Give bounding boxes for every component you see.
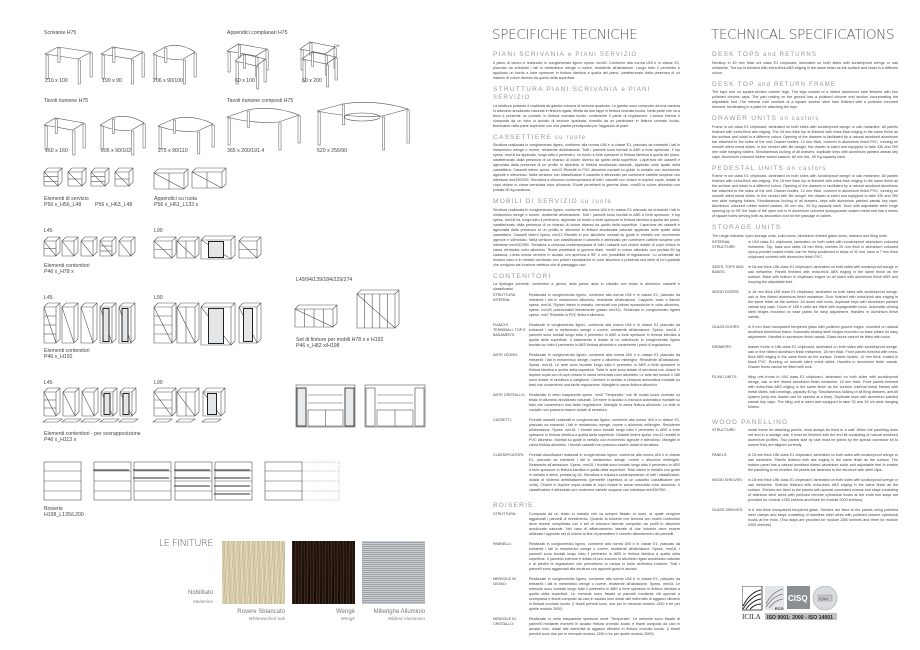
spec-item-text: in 18 mm thick UNI class E1 chipboard, laminated on both sides with scratchproof wenge or oak melamine. Panels finished with extra-thick ABS edging in the same finish as the surface. Base with bottom in chipboard edged on all sides with aluminium finish ABS and housing the adjustable feet.	[748, 264, 898, 284]
section-body: Struttura realizzata in conglomerato ligneo, conforme alla norma UNI e in classe E1 placcato da entrambi i lati in melaminico wengè o rovere, resistente all'abrasione. Tutti i pannelli sono bordati in ABS a forte spessore. Il top spess. mm18 ha, lungo tutto il perimetro, applicato un bordo a forte spessore in finitura identica a quella del piano, caratterizzato dalla presenza di un intarsio di colore diverso da quello della superficie. L'apertura dei cassetti è agevolata dalla presenza di un profilo in alluminio in finitura anodizzata naturale applicato sulle spalle della cassettiera. Cassetti interni spess. mm12 Rivestiti in pvc alluminio montati su guide in metallo con movimento agevole e silenzioso. Nella versione con classificatore il cassetto è attrezzato per contenere cartelle sospese con interasse mm330/390. Serratura a chiusura contemporanea di tutti i cassetti con chiave dotate di copri chiave in zama verniciata color alluminio. Ruote piroettanti in gomma diam. mm60 in colore alluminio con portata 50 kg cadauna. L'anta monta cerniere in acciaio con apertura a 95° e con possibilità di regolazione. Lo schienale del modulo vano è in metallo verniciato con polveri epossidiche in color alluminio e presenta una serie di fori quadrati che svolgono sia funzione estetica che di passaggio cavi.	[493, 207, 680, 267]
spec-item-text: in UNI class E1 chipboard, laminated on both sides with scratchproof aluminium coloured melamine. Top, base and sides 18 mm thick; shelves 25 mm thick in aluminium coloured epoxy-powder coated metal, can be freely positioned in steps of 32 mm; back in 7 mm thick chipboard covered with aluminium finish PVC.	[748, 239, 898, 259]
size-label: 206 x 90/102	[101, 148, 131, 154]
storage-l90	[154, 237, 176, 258]
spec-item-text: Realizzate in vetro trasparente spess. mm5 "Temperato" con fili molati lucidi, montate su telaio in alluminio anodizzato naturale. Cerniere in acciaio a chiusura automatica montate su basi che consentono una facile regolazione. Maniglie in zama finitura alluminio. Le ante in cristallo non possono essere dotate di serratura.	[529, 393, 680, 412]
section-heading	[712, 115, 898, 124]
spec-item	[712, 240, 898, 260]
composite-table-365	[227, 108, 300, 150]
group-title: Appendici complanari H75	[227, 30, 288, 36]
spec-item-text: in 5 mm thick transparent tempered glass with polished ground edges, mounted on natural anodised aluminium frame. Automatic closing steel hinges mounted on base plates for easy adjustment. Handles in aluminium finish zamak. Glass doors cannot be fitted with locks.	[748, 324, 898, 339]
swatch-wenge	[292, 541, 355, 604]
group-title: Tavoli riunione composti H75	[227, 98, 294, 104]
section-heading-main: WOOD PANELLING	[712, 418, 789, 426]
stacking-storage-l45	[63, 388, 79, 416]
spec-item-label: WOOD DOORS:	[712, 289, 740, 294]
spec-item	[493, 577, 680, 612]
finish-type: Nobilitato	[187, 590, 213, 596]
spec-item-label: GLASS DOORS:	[712, 324, 740, 329]
section-body: The tops rest on square-section column legs. The legs consist of a ribbed aluminium tube finished with two polished chrome caps. The part resting on the ground has a polished chrome end section incorporating the adjustable foot. The internal core consists of a square section steel tube finished with a polished chromed element, terminating in a plate for attaching the tops.	[712, 90, 898, 109]
spec-item-label: STRUCTURE:	[712, 428, 736, 432]
stacking-base	[43, 419, 62, 422]
spec-item-text: Realizzate in vetro trasparente spessore mm8 "Temperato". Le mensole sono fissate ai pannelli mediante morsetti in acciaio finitura cromato lucido e tiranti composti da cavi in acciaio inox, dotati alle estremità di agganci cilindrici in finitura cromato lucido. (I tiranti previsti sono due per le mensole modulo 1350 e tre per quelle modulo 2000)	[529, 616, 680, 636]
spec-item	[493, 542, 680, 572]
section-heading	[712, 81, 898, 90]
section-heading	[712, 165, 898, 174]
section-heading-main: STRUTTURA PIANI SCRIVANIA	[493, 85, 619, 93]
spec-item	[493, 323, 680, 348]
storage-l45	[81, 237, 97, 256]
size-label: 190 x 90	[102, 78, 122, 84]
section-body: The range includes: open storage units, solid doors, aluminium framed glass doors, drawers and filing units.	[712, 233, 888, 238]
group-title: Appendici su ruota	[154, 196, 197, 202]
product-code: P56 x_H63_L48	[95, 202, 133, 208]
product-code: H198_L135/L200	[44, 512, 84, 518]
width-label: L90	[154, 295, 163, 301]
drawer-unit	[115, 168, 133, 186]
section-heading-suffix: e PIANI SERVIZIO	[565, 52, 638, 58]
group-title: Elementi di servizio	[44, 196, 89, 202]
spec-item	[712, 508, 898, 528]
tall-storage-l45	[81, 303, 97, 343]
spec-item-label: SIDES, TOPS AND BASES:	[712, 264, 744, 274]
spec-item-text: Composta da un telaio in metallo che va sempre fissato al muro, al quale vengono agganciati i pannelli di rivestimento. Quando la boiserie non termina con mobili contenitori deve essere completata con il set di chiusura laterale composto da profili in alluminio anodizzato naturale. Nel caso di affiancamento laterale di due boiserie deve essere utilizzato l'apposito set di unione al fine di permettere il corretto allineamento dei pannelli.	[529, 511, 680, 536]
finish-name-en: Whitewashed oak	[248, 616, 285, 621]
glass-door	[122, 309, 128, 342]
section-heading	[712, 419, 898, 428]
spec-item-label: ANTE CRISTALLO:	[493, 393, 526, 397]
table-center-opening	[344, 113, 380, 121]
glass-door	[208, 394, 217, 415]
section-heading-main: DESK TOPS	[712, 51, 761, 58]
finish-name-en: Ribbed Aluminium	[387, 616, 425, 621]
spec-item	[712, 478, 898, 503]
spec-en-column	[712, 49, 898, 533]
group-title: Scrivanie H75	[44, 30, 77, 36]
spec-item-text: Realizzati in conglomerato ligneo, conforme alla norma UNI e in classe E1, placcato da entrambi i lati in melaminico wengè o rovere, resistente all'abrasione. Spess. mm18. I pannelli sono bordati lungo tutto il perimetro in ABS in finitura identica a quella della superficie. Il pannello inferiore è dotato di uno zoccolo in alluminio rigato anodizzato naturale e di piedini di regolazione che permettono la messa in bolla dell'intera boiserie. Tutti i pannelli sono agganciati alla struttura con appositi ganci in acciaio.	[529, 541, 680, 571]
group-title: Elementi contenitori	[44, 263, 90, 269]
section-heading-suffix: on castors	[777, 116, 820, 122]
section-heading	[493, 273, 680, 282]
width-label: L90	[154, 380, 163, 386]
spec-item-label: MENSOLE IN LEGNO:	[493, 576, 516, 586]
spec-item-label: GLASS SHELVES:	[712, 508, 744, 512]
swatch-ribbed-aluminium	[362, 541, 425, 604]
drawer-unit	[91, 168, 109, 186]
finish-type-en: Melamine	[193, 599, 213, 604]
group-title: Set di finiture per mobili H78 x e H192	[296, 337, 384, 343]
spec-item-text: Realizzata in conglomerato ligneo, conforme alla norma UNI e in classe E1, placcato da entrambi i lati in melaminico alluminio, resistente all'abrasione. Cappello, base e fianchi spess. mm18. Ripiani interni in metallo, verniciati con polveri epossidiche in color alluminio, spess. mm25 posizionabili liberamente (passo mm32). Schienale in conglomerato ligneo spess. mm7 Rivestito in PVC finitura alluminio.	[529, 293, 680, 317]
spec-it-column	[493, 49, 680, 642]
spec-item	[493, 418, 680, 448]
glass-door	[209, 242, 224, 258]
spec-en-title: TECHNICAL SPECIFICATIONS	[711, 27, 895, 43]
group-title: Elementi contenitori	[44, 348, 90, 354]
finish-name-en: Wengè	[340, 616, 355, 621]
spec-item	[493, 393, 680, 413]
section-heading-suffix: and RETURNS	[760, 52, 818, 58]
section-heading	[493, 86, 680, 103]
spec-item-text: Realizzati in conglomerato ligneo, conforme alla norma UNI e in classe E1 placcato da entrambi i lati in melaminico wengè o rovere, resistente all'abrasione. Spess. mm18. I pannelli sono bordati lungo tutto il perimetro in ABS a forte spessore in finitura identica a quella della superficie. Il basamento è dotato di un sottofondo in conglomerato ligneo bordato su tutto il perimetro in ABS finitura alluminio e contenente i piedi di regolazione.	[529, 323, 680, 347]
size-label: 365 x 200/191.4	[227, 148, 265, 154]
stacking-base	[81, 419, 100, 422]
spec-item-label: WOOD SHELVES:	[712, 478, 743, 482]
mobile-return-unit	[154, 169, 188, 189]
section-heading-main: STORAGE UNITS	[712, 224, 782, 231]
glass-door	[209, 309, 224, 344]
storage-l45	[44, 237, 60, 256]
iqnet-text: IQNet	[819, 597, 829, 601]
spec-item-text: Realizzate in conglomerato ligneo, conforme alla norma UNI e in classe E1 placcato da entrambi i lati in melaminico wengè, rovere o alluminio millerighe. Resistente all'abrasione. Spess. mm18. Le ante sono bordate lungo tutto il perimetro in ABS a forte spessore in finitura identica a quella della superficie. Tutte le ante sono dotate di serratura con chiave in duplice copia con di copri chiave in zama verniciata color alluminio. Le ante dei moduli h 185 sono dotate di serratura a cariglione. Cerniere in acciaio a chiusura automatica montate su basi che consentono una facile regolazione. Maniglie in zama finitura alluminio.	[529, 353, 680, 387]
icila-text: ICILA	[742, 613, 761, 621]
spec-item-label: INTERNAL STRUCTURE:	[712, 239, 736, 249]
size-label: 275 x 90/110	[158, 148, 188, 154]
storage-l45	[62, 237, 78, 256]
glass-door	[123, 394, 129, 415]
spec-item	[712, 290, 898, 320]
product-code: P56 x_H61_L133 x	[154, 202, 199, 208]
width-label: L49/94/139/184/229/274	[296, 277, 353, 283]
section-body: Frame in uni class E1 chipboard, laminated on both sides with scratchproof wenge or oak melamine. All panels finished with extra-thick abs edging. The 18 mm thick top is finished with extra-thick edging in the same finish as the surface and inlaid in a different colour. Opening of the drawers is facilitated by a natural anodised aluminium bar attached to the sides of the unit. Drawer bodies, 12 mm thick, covered in aluminium finish PVC, running on smooth silent metal slides. In the version with file hanger, the drawer is sized and equipped to take 330 and 390 mm wide hanging folders. Simultaneous locking of all drawers, keys with aluminium painted zamak key caps. Aluminium coloured rubber swivel castors, 60 mm dia., 50 Kg capacity each. Door with adjustable steel hinge opening up to 95° the back of the open unit is in aluminium coloured epoxypowder coated metal and has a series of square holes serving both as decoration and for the passage of cables.	[712, 174, 898, 218]
spec-item-text: drawer fronts in UNI class E1 chipboard, laminated on both sides with scratchproof wenge, oak or fine ribbed aluminium finish melamine, 18 mm thick. Front panels finished with extra-thick ABS edging in the same finish as the surface. Drawer bodies, 12 mm thick, coated in black PVC. Running on smooth silent metal slides. Handles in aluminium finish zamak. Drawer fronts cannot be fitted with lock.	[748, 344, 898, 369]
spec-item	[493, 453, 680, 493]
spec-item-label: ANTE LEGNO:	[493, 353, 518, 357]
certification-logos	[742, 586, 842, 622]
spec-item-text: in 18 mm thick UNI class E1 chipboard, laminated on both sides with scratchproof wenge, oak or fine ribbed aluminium finish melamine. Door finished with extra-thick abs edging in the same finish as the surface. All doors with locks, duplicate keys with aluminium painted zamak key caps. Doors of 185 h units are fitted with espagnolette locks. Automatic closing steel hinges mounted on base plates for easy adjustment. Handles in aluminium finish zamak.	[748, 289, 898, 319]
spec-item-label: CLASSIFICATORI:	[493, 453, 525, 457]
spec-it-title: SPECIFICHE TECNICHE	[492, 27, 638, 43]
width-label: L45	[44, 295, 53, 301]
product-code: P46 x_H82 x/H198	[296, 343, 340, 349]
cisq-logo	[787, 586, 810, 609]
glass-door	[244, 309, 253, 342]
section-heading	[712, 51, 898, 60]
iso-text: ISO 9001: 2000 - ISO 14001	[767, 614, 834, 621]
section-heading	[493, 51, 680, 60]
section-body: Frame in uni class E1 chipboard, laminated on both sides with scratchproof wenge or oak melamine. All panels finished with extra-thick abs edging. The 18 mm thick top is finished with extra-thick edging in the same finish as the surface and inlaid in a different colour. Opening of the drawers is facilitated by a natural anodised aluminium bar attached to the sides of the unit. Drawer bodies, 12 mm thick, covered in aluminium finish PVC, running on smooth silent metal slides. In the version with file hanger, the drawer is sized and equipped to take 330 and 390 mm wide hanging folders. Simultaneous locking of all drawers, duplicate keys with aluminium painted zamak key caps. Aluminium coloured rubber swivel castors, 60 mm dia., 50 Kg capacity each.	[712, 124, 898, 159]
finishing-set-low	[295, 305, 337, 327]
spec-item-text: filing unit fronts in UNI class E1 chipboard, laminated on both sides with scratchproof wenge, oak or fine ribbed aluminium finish melamine, 18 mm thick. Front panels finished with extra-thick ABS edging in the same finish as the surface. Internal metal frames with metal slides, ball-bearings, capacity 40 kg. Simultaneous locking of all filing drawers, anti-tilt system (only one drawer can be opened at a time). Duplicate keys with aluminium painted zamak key caps. The filing unit is sized and equipped to take 33 and 39 cm wide hanging folders.	[748, 374, 898, 409]
size-label: 520 x 256/90	[317, 148, 347, 154]
section-heading-suffix: on castors	[784, 165, 827, 172]
size-label: 210 x 100	[45, 78, 68, 84]
stacking-base	[176, 419, 195, 422]
spec-item-text: Realizzate in conglomerato ligneo, conforme alla norma UNI e in classe E1, placcato da entrambi i lati in melaminico wengè o rovere, resistente all'abrasione. Spess. mm18. Le mensole sono bordate lungo tutto il perimetro in ABS a forte spessore in finitura identica a quella della superficie. Le mensole sono fissate ai pannelli mediante viti speciali a scomparsa e tiranti composti da cavi in acciaio inox dotati alle estremità di agganci cilindrici in finitura cromato lucido. (I tiranti previsti sono, due per le mensole modulo 1350 e tre per quelle modulo 2000)	[529, 576, 680, 611]
section-heading	[712, 224, 898, 233]
spec-item-label: DRAWERS:	[712, 344, 732, 349]
size-label: 206 x 90/100	[153, 78, 183, 84]
glass-column	[345, 388, 354, 426]
stacking-base	[62, 419, 81, 422]
finish-name: Millerighe Alluminio	[373, 609, 425, 615]
drawer-unit	[44, 168, 62, 186]
eco-text: ECO	[775, 606, 784, 611]
glass-column	[415, 388, 424, 426]
spec-item-label: PANNELLI:	[493, 541, 512, 546]
section-heading-suffix: and RETURN FRAME	[754, 81, 837, 88]
spec-item	[493, 353, 680, 388]
spec-item	[712, 325, 898, 340]
glass-door	[104, 394, 110, 415]
spec-item-text: metal frame for attaching panels, must always be fixed to a wall. When the panelling does not end in a storage unit, it must be finished with the end kit consisting of natural anodised aluminium profiles. Two panels side by side must be joined by the special connector kit to ensure they are aligned correctly.	[748, 428, 898, 447]
eco-logo	[765, 586, 784, 611]
tall-storage-l90	[177, 303, 199, 343]
spec-item	[712, 265, 898, 285]
spec-item-text: in 8 mm thick transparent tempered glass. Shelves are fixed to the panels using polished steel clamps and stays consisting of stainless steel wires with polished chrome cylindrical hooks at the ends. (Two stays are provided for module 1350 shelves and three for module 2000 shelves)	[748, 508, 898, 527]
storage-l90-drawers	[239, 237, 261, 258]
width-label: L45	[44, 380, 53, 386]
spec-item	[493, 512, 680, 537]
glass-door	[103, 309, 109, 342]
side-tag: DX	[334, 43, 340, 48]
section-body: Worktop in 40 mm thick uni class E1 chipboard, laminated on both sides with scratchproof wenge or oak melamine. The top is finished with extra-thick ABS edging in the same finish as the surface and inlaid in a different colour.	[712, 60, 898, 75]
section-heading-main: DRAWER UNITS	[712, 115, 778, 122]
product-code: P46 x_H192	[44, 354, 73, 360]
stacking-base	[202, 419, 221, 422]
section-heading-suffix: su ruote	[577, 199, 613, 205]
icila-logo	[742, 586, 762, 621]
spec-item	[712, 375, 898, 410]
product-code: P46 x_H78 x	[44, 269, 74, 275]
section-body: Il piano di lavoro è realizzato in conglomerato ligneo spess. mm40. Conforme alla norma UNI e in classe E1, placcato da entrambi i lati in melaminico wengè o rovere, resistente all'abrasione. Lungo tutto il perimetro è applicato un bordo a forte spessore in finitura identica a quella del piano, caratterizzato dalla presenza di un intarsio di colore diverso da quello della superficie.	[493, 60, 680, 80]
product-code: P56 x_H56_L48	[44, 202, 82, 208]
stacking-base	[153, 419, 172, 422]
spec-item	[712, 453, 898, 473]
iqnet-logo	[813, 586, 837, 610]
section-heading-suffix: e PIANI SERVIZIO	[493, 86, 651, 101]
finish-name: Rovere Sbiancato	[237, 609, 285, 615]
swatch-whitewashed-oak	[222, 541, 285, 604]
width-label: L90	[154, 228, 163, 234]
stacking-base	[100, 419, 119, 422]
section-heading	[493, 502, 680, 511]
section-heading-suffix: su ruote	[552, 134, 587, 141]
tall-storage-l45	[44, 303, 60, 343]
stacking-base	[119, 419, 138, 422]
glass-column	[366, 388, 375, 426]
spec-item	[712, 428, 898, 448]
section-heading-main: PIANI SCRIVANIA	[493, 51, 566, 58]
group-title: Elementi contenitori - per sovrapposizione	[44, 431, 141, 437]
return-60x100	[227, 44, 268, 77]
spec-item-text: in 18 mm thick UNI class E1 chipboard, laminated on both sides with scratchproof wenge or oak melamine. Panels finished with abs edging in the same finish as the surface. The bottom panel has a natural anodised ribbed aluminium socle and adjustable feet to enable the panelling to be levelled. All panels are fastened to the structure with steel clips.	[748, 453, 898, 472]
section-heading-main: BOISERIE	[493, 502, 534, 509]
size-label: 160 x 160	[45, 148, 68, 154]
stacking-storage-l45	[44, 388, 60, 416]
size-label: 60 x 200	[302, 78, 322, 84]
finish-name: Wengè	[336, 609, 355, 615]
spec-item	[493, 617, 680, 637]
spec-item-label: CASSETTI:	[493, 418, 513, 422]
stacking-storage-l90	[177, 388, 199, 416]
size-label: 60 x 100	[235, 78, 255, 84]
spec-item-label: FIANCHI, TERMINALI, TOP E BASAMENTI:	[493, 323, 526, 337]
storage-l45	[119, 237, 135, 256]
spec-item-text: Frontali cassetti realizzati in conglomerato ligneo, conforme alla norma UNI e in classe E1, placcato da entrambi i lati in melaminico wengè, rovere o alluminio millerighe. Resistente all'abrasione. Spess. mm18. I frontali sono bordati lungo tutto il perimetro in ABS a forte spessore in finitura identica a quella della superficie. Cassetti interni spess. mm12 rivestiti in PVC alluminio. Montati su guide in metallo con movimento agevole e silenzioso. Maniglie in zama finitura alluminio. I frontali cassetti non possono essere dotati di serratura.	[529, 418, 680, 447]
section-body: Struttura realizzata in conglomerato ligneo, conforme alla norma UNI e in classe E1, placcato da entrambi i lati in melaminico wengè o rovere, resistente all'abrasione. Tutti i pannelli sono bordati in ABS a forte spessore. Il top spess. mm18 ha applicato, lungo tutto il perimetro, un bordo a forte spessore in finitura identica a quella del piano, caratterizzato dalla presenza di un intarsio di colore diverso da quello della superficie. L'apertura dei cassetti è agevolata dalla presenza di un profilo in alluminio in finitura anodizzata naturale, applicato sulle spalle della cassettiera. Cassetti interni spess. mm12 Rivestiti in PVC alluminio montati su guide in metallo con movimento agevole e silenzioso. Nella versione con classificatore il cassetto è attrezzato per contenere cartelle sospese con interasse mm330/390. Serratura a chiusura contemporanea di tutti i cassetti con chiave in duplice copia, dotate di copri chiave in zama verniciata color alluminio. Ruote piroettanti in gomma diam. mm60 in colore alluminio con portata 50 kg cadauna.	[493, 143, 680, 192]
section-heading-main: MOBILI DI SERVIZIO	[493, 198, 578, 205]
mobile-return-unit	[192, 168, 226, 188]
width-label: L45	[44, 228, 53, 234]
tall-storage-l90	[154, 303, 176, 343]
finishes-title: LE FINITURE	[158, 538, 213, 549]
group-title: Tavoli riunione H75	[44, 98, 89, 104]
spec-item-label: STRUTTURA:	[493, 511, 517, 516]
stacking-storage-l90	[154, 388, 176, 416]
spec-item	[493, 293, 680, 318]
finishing-set-tall	[357, 290, 399, 328]
section-heading-main: CONTENITORI	[493, 272, 552, 280]
spec-item-label: STRUTTURA INTERNA:	[493, 293, 516, 302]
product-code: P46 x_H113 x	[44, 437, 77, 443]
stacking-storage-l45	[82, 388, 98, 416]
section-body: La struttura portante è costituita da gambe colonna di sezione quadrata. Le gambe sono composte da una camicia in alluminio anodizzato naturale in finitura rigata, rifinita da due tappi in finitura cromata lucido. Nella parte che va a terra è presente un puntale, in finitura cromata lucido, contenente il piede di regolazione. L'anima interna è composta da un tubo in acciaio di sezione quadrata, rivestito da un particolare in finitura cromato lucido, terminante nella parte superiore con una piastra predisposta per l'aggancio ai piani.	[493, 103, 680, 128]
spec-item	[712, 345, 898, 370]
section-heading-main: DESK TOP	[712, 80, 755, 88]
storage-l45	[100, 237, 116, 256]
group-title: Boiserie	[44, 506, 63, 512]
section-heading	[493, 198, 680, 207]
section-heading-main: CASSETTIERE	[493, 133, 552, 141]
cisq-text: CISQ	[788, 594, 808, 603]
spec-item-label: MENSOLE IN CRISTALLO:	[493, 616, 516, 626]
spec-item-label: PANELS:	[712, 453, 728, 457]
spec-item-text: in 18 mm thick UNI class E1 chipboard, laminated on both sides with scratchproof wenge or oak melamine. Shelves finished with extra-thick ABS edging in the same finish as the surface. Shelves are fixed to the panels with special concealed screws and stays consisting of stainless steel wires with polished chrome cylindrical hooks at the ends two stays are provided for module 1350 shelves and three for module 2000 shelves).	[748, 478, 898, 502]
tall-storage-l45	[62, 303, 78, 343]
glass-column	[297, 388, 306, 426]
drawer-unit	[68, 168, 86, 186]
spec-item-label: FILING UNITS:	[712, 374, 737, 379]
section-heading-main: PEDESTAL UNITS	[712, 164, 785, 172]
section-body: La tipologia prevede: contenitori a giorno, anta piena, anta in cristallo con telaio in alluminio, cassetti e classificatori.	[493, 282, 680, 291]
composite-table-520	[317, 102, 409, 150]
section-heading	[493, 134, 680, 143]
spec-item-text: Frontali classificatori realizzati in conglomerato ligneo, conforme alla norma UNI e in classe E1, placcato da entrambi i lati in melaminico wengè, rovere o alluminio millerighe. Resistente all'abrasione. Spess. mm18. I frontali sono bordati lungo tutto il perimetro in ABS a forte spessore in finitura identica a quella della superficie. Telai interni in metallo con guide in metallo a sfera, portata kg 40. Serratura a chiusura contemporanea di tutti i classificatori, dotata di sistema antiribaltamento (permette l'apertura di un cassetto classificatore per volta). Chiave in duplice copia dotata di copri chiave in zama verniciata color alluminio. Il classificatore è attrezzato per contenere cartelle sospese con interasse mm330/390.	[529, 453, 680, 492]
storage-l90	[177, 237, 199, 258]
